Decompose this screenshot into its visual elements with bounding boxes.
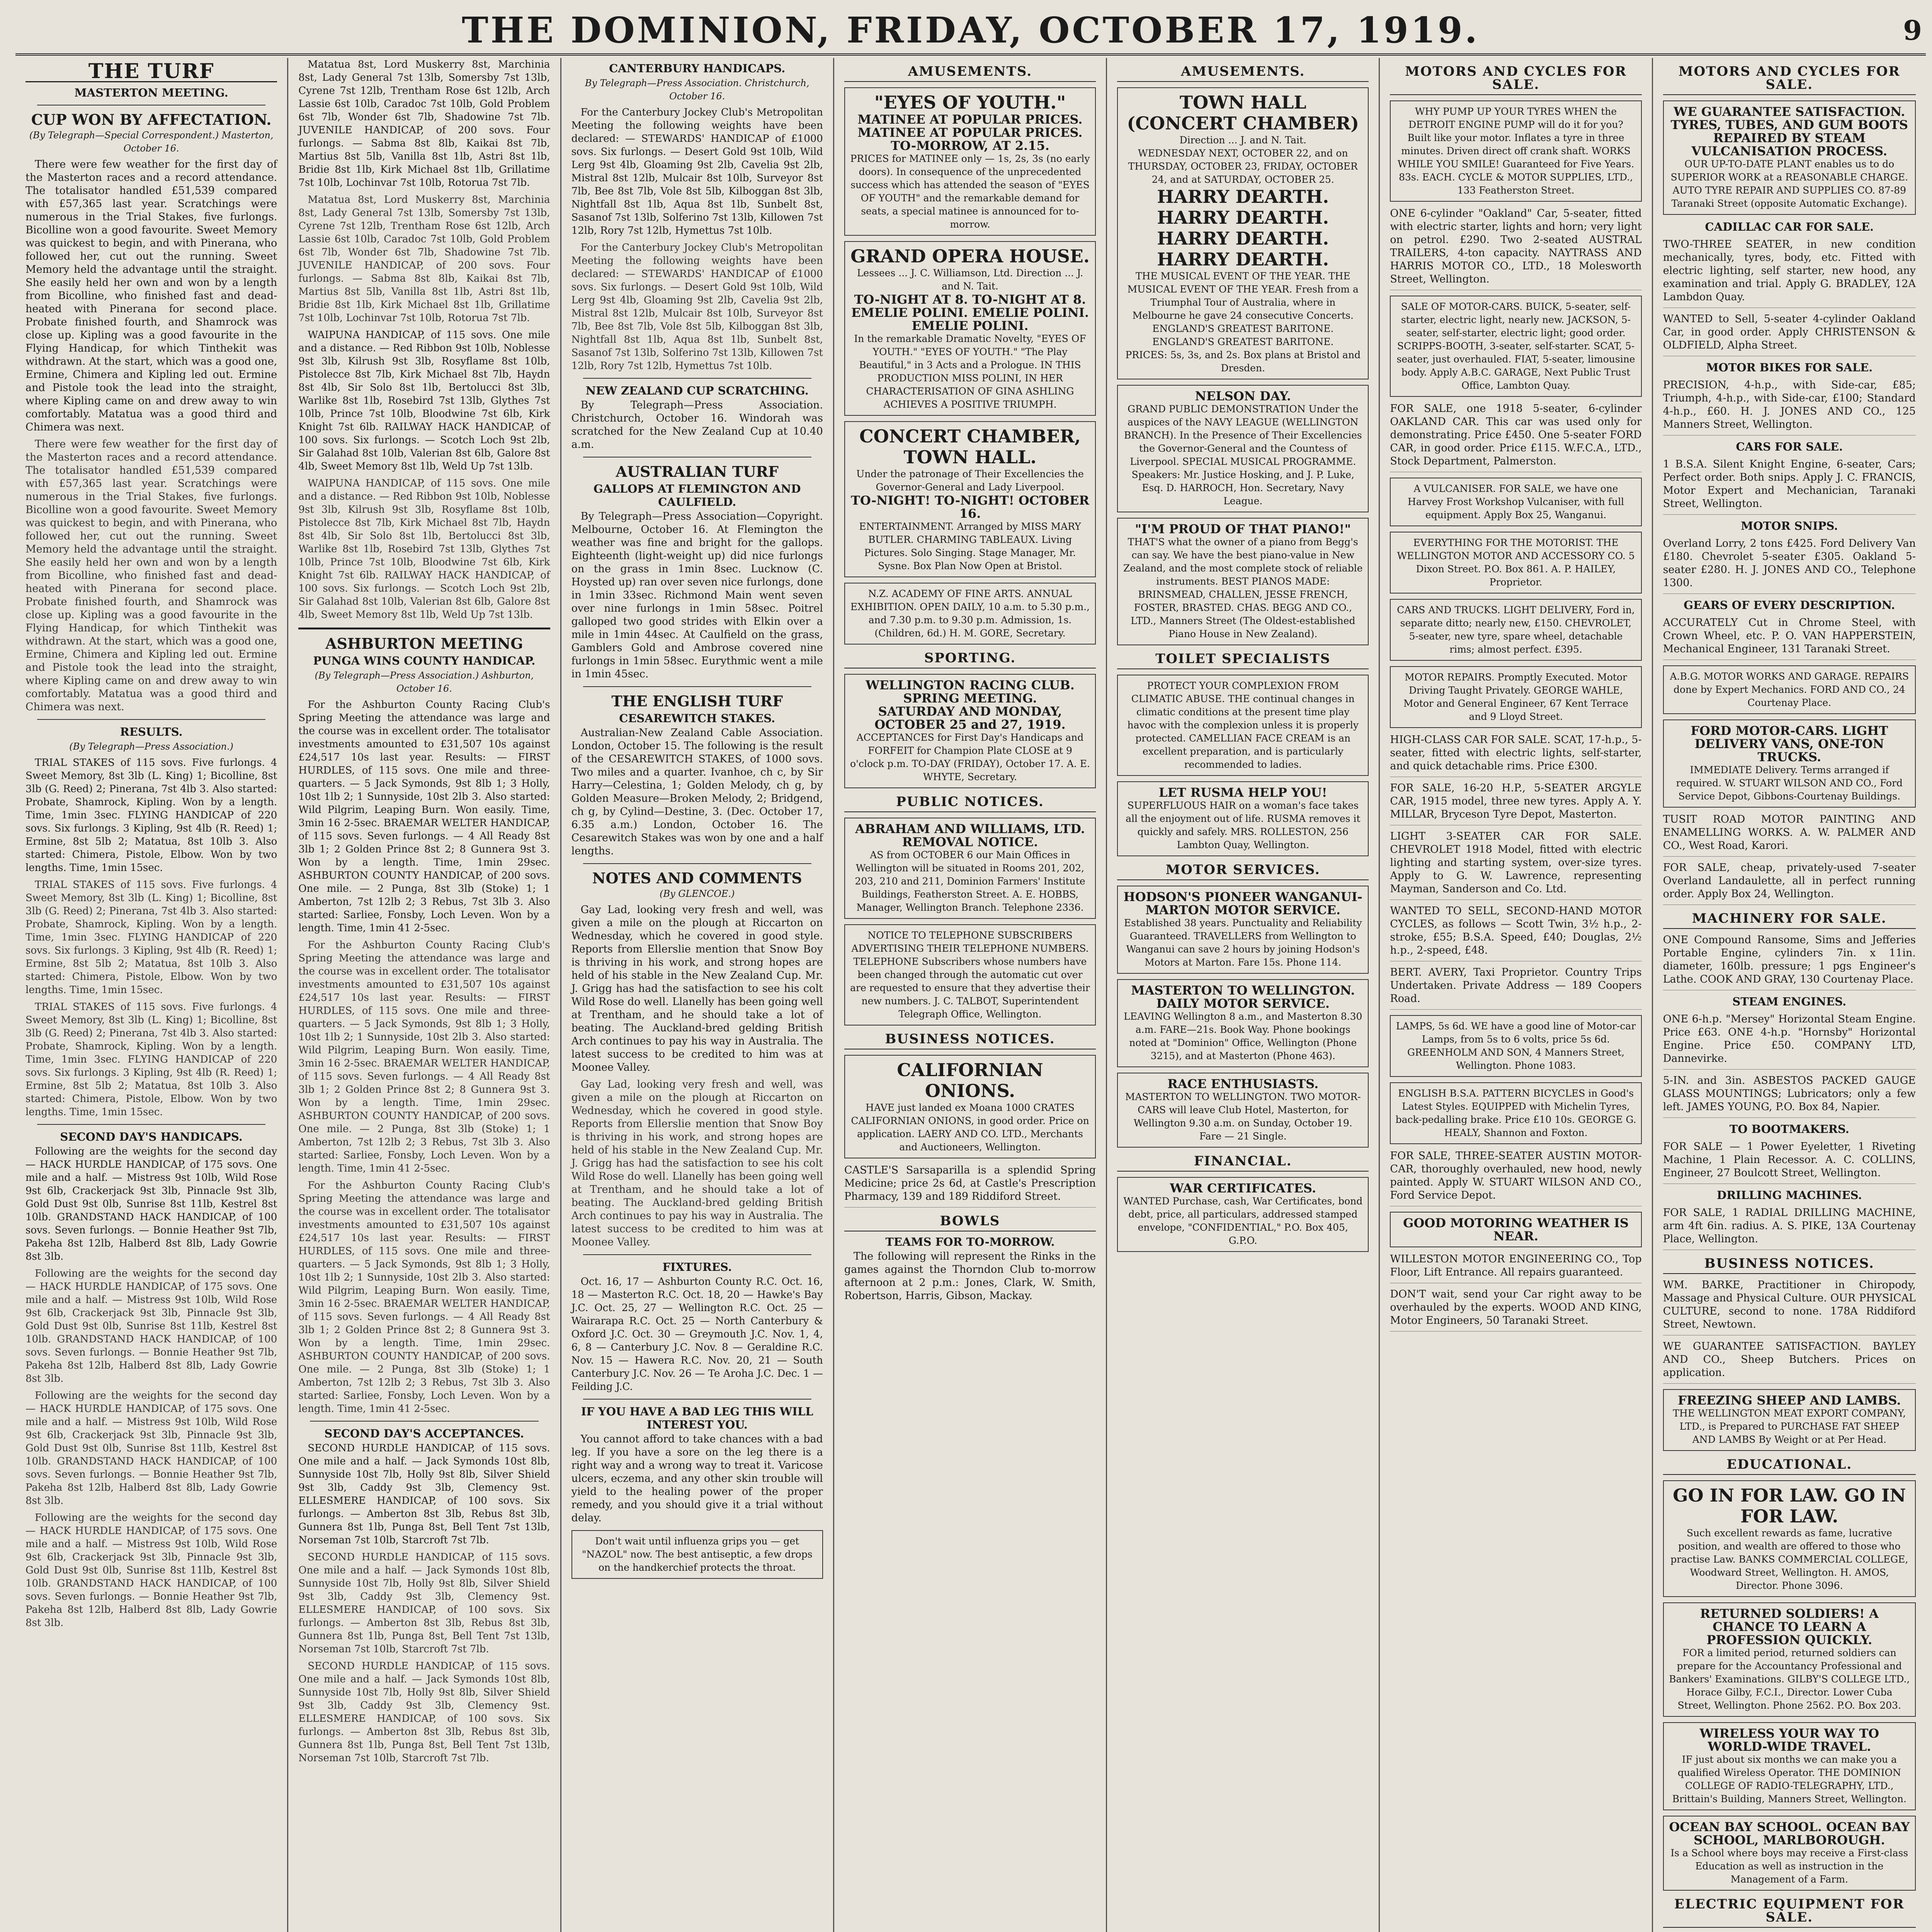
- machinery-heading: MACHINERY FOR SALE.: [1663, 912, 1916, 929]
- townhall-title: TOWN HALL (CONCERT CHAMBER): [1127, 92, 1359, 134]
- notes-body: Gay Lad, looking very fresh and well, was given a mile on the plough at Riccarton on Wednesday, which he covered in good style. Reports from Ellerslie mention that Snow Boy is thriving in his work, and strong hopes are held of his stable in the New Zealand Cup. Mr. J. Grigg has had the satisfaction to see his colt Wild Rose do well. Llanelly has been going well at Trentham, and he should take a lot of beating. The Auckland-bred gelding British Arch continues to pay his way in Australia. The latest success to be credited to him was at Moonee Valley.: [571, 904, 823, 1073]
- highclass-car-ad: [1390, 733, 1641, 777]
- concert-chamber-night: TO-NIGHT! TO-NIGHT! OCTOBER 16.: [851, 493, 1089, 521]
- english-turf-title: CESAREWITCH STAKES.: [619, 712, 776, 725]
- painting-works-text: TUSIT ROAD MOTOR PAINTING AND ENAMELLING WORKS. A. W. PALMER AND CO., West Road, Karori.: [1663, 813, 1916, 852]
- williston-ad: [1390, 1253, 1641, 1283]
- nazol-ad: [571, 1530, 823, 1579]
- electric-equipment-heading: ELECTRIC EQUIPMENT FOR SALE.: [1663, 1898, 1916, 1928]
- concert-chamber-entertainment: ENTERTAINMENT. Arranged by MISS MARY BUTLER. CHARMING TABLEAUX. Living Pictures. Solo Singing. Stage Manager, Mr. Sysne. Box Plan Now Open at Bristol.: [859, 521, 1081, 571]
- nelson-day-body: GRAND PUBLIC DEMONSTRATION Under the auspices of the NAVY LEAGUE (WELLINGTON BRANCH). In the Presence of Their Excellencies the Governor-General and the Countess of Liverpool. SPECIAL MUSICAL PROGRAMME. Speakers: Mr. Justice Hosking, and J. P. Luke, Esq. D. HARROCH, Hon. Secretary, Navy League.: [1124, 403, 1362, 507]
- results-byline: (By Telegraph—Press Association.): [69, 741, 233, 752]
- bsa-bicycles-text: ENGLISH B.S.A. PATTERN BICYCLES in Good's Latest Styles. EQUIPPED with Michelin Tyres, back-pedalling brake. Price £10 10s. GEORGE G. HEALY, Shannon and Foxton.: [1395, 1088, 1636, 1138]
- motoring-weather-ad: [1390, 1212, 1641, 1247]
- sarsaparilla-ad: [844, 1164, 1096, 1208]
- oakland-ad: [1390, 207, 1641, 290]
- canterbury-heading: CANTERBURY HANDICAPS.: [609, 62, 786, 75]
- column-5: [1107, 58, 1380, 1932]
- hodson-body: Established 38 years. Punctuality and Reliability Guaranteed. TRAVELLERS from Wellington to Wanganui can save 2 hours by joining Hodson's Motors at Marton. Fare 15s. Phone 114.: [1124, 917, 1362, 968]
- law-title: GO IN FOR LAW. GO IN FOR LAW.: [1673, 1485, 1906, 1527]
- columns: [15, 58, 1926, 1932]
- complexion-ad: [1117, 675, 1369, 776]
- cars-for-sale-heading: CARS FOR SALE.: [1736, 440, 1843, 453]
- drilling-heading: DRILLING MACHINES.: [1716, 1189, 1862, 1202]
- results-body-cont: TRIAL STAKES of 115 sovs. Five furlongs. 4 Sweet Memory, 8st 3lb (L. King) 1; Bicolline, 8st 3lb (G. Reed) 2; Pinerana, 7st 4lb 3. Also started: Probate, Shamrock, Kipling. Won by a length. Time, 1min 3sec. FLYING HANDICAP of 220 sovs. Six furlongs. 3 Kipling, 9st 4lb (R. Reed) 1; Ermine, 8st 5lb 2; Matatua, 8st 10lb 3. Also started: Chimera, Pistole, Elbow. Won by two lengths. Time, 1min 15sec.: [26, 879, 277, 996]
- ashburton-heading: ASHBURTON MEETING: [325, 635, 523, 652]
- harry-dearth-body: THE MUSICAL EVENT OF THE YEAR. THE MUSICAL EVENT OF THE YEAR. Fresh from a Triumphal Tour of Australia, where in Melbourne he gave 24 consecutive Concerts. ENGLAND'S GREATEST BARITONE. ENGLAND'S GREATEST BARITONE.: [1127, 270, 1359, 347]
- public-notices-heading: PUBLIC NOTICES.: [844, 795, 1096, 812]
- nelson-day-title: NELSON DAY.: [1195, 389, 1291, 403]
- second-accept-heading: SECOND DAY'S ACCEPTANCES.: [324, 1427, 524, 1440]
- amusements-heading-1: AMUSEMENTS.: [844, 65, 1096, 82]
- column-3: [561, 58, 834, 1932]
- oakland-text: ONE 6-cylinder "Oakland" Car, 5-seater, fitted with electric starter, lights and horn; very light on petrol. £290. Two 2-seated AUSTRAL TRAILERS, 4-ton capacity. NAYTRASS AND HARRIS MOTOR CO., LTD., 18 Molesworth Street, Wellington.: [1390, 207, 1642, 285]
- grand-opera-house-title: GRAND OPERA HOUSE.: [850, 246, 1090, 267]
- canterbury-byline: By Telegraph—Press Association. Christchurch, October 16.: [585, 78, 810, 102]
- masthead: [15, 7, 1926, 56]
- telephone-notice: [844, 924, 1096, 1026]
- tyre-repairs-body: OUR UP-TO-DATE PLANT enables us to do SUPERIOR WORK at a REASONABLE CHARGE. AUTO TYRE REPAIR AND SUPPLIES CO. 87-89 Taranaki Street (opposite Automatic Exchange).: [1670, 158, 1908, 209]
- hodson-title: HODSON'S PIONEER WANGANUI-MARTON MOTOR SERVICE.: [1123, 889, 1362, 917]
- war-certificates-body: WANTED Purchase, cash, War Certificates, bond debt, price, all particulars, addressed stamped envelope, "CONFIDENTIAL," P.O. Box 405, G.P.O.: [1123, 1196, 1363, 1246]
- bootmakers-text: FOR SALE — 1 Power Eyeletter, 1 Riveting Machine, 1 Plain Recessor. A. C. COLLINS, Engineer, 27 Boulcott Street, Wellington.: [1663, 1141, 1916, 1179]
- ocean-bay-title: OCEAN BAY SCHOOL. OCEAN BAY SCHOOL, MARLBOROUGH.: [1669, 1820, 1910, 1847]
- weights-body-1b: Matatua 8st, Lord Muskerry 8st, Marchinia 8st, Lady General 7st 13lb, Somersby 7st 13lb, Cyrene 7st 12lb, Trentham Rose 6st 12lb, Arch Lassie 6st 10lb, Caradoc 7st 10lb, Gold Problem 6st 7lb, Wonder 6st 7lb, Shadowine 7st 7lb. JUVENILE HANDICAP, of 200 sovs. Four furlongs. — Sabma 8st 8lb, Kaikai 8st 7lb, Martius 8st 5lb, Vanilla 8st 1lb, Astri 8st 1lb, Bridie 8st 1lb, Kirk Michael 8st 1lb, Grillatime 7st 10lb, Lochinvar 7st 10lb, Rotorua 7st 7lb.: [298, 194, 550, 324]
- everything-motorist-text: EVERYTHING FOR THE MOTORIST. THE WELLINGTON MOTOR AND ACCESSORY CO. 5 Dixon Street. P.O. Box 861. A. P. HAILEY, Proprietor.: [1397, 537, 1635, 588]
- motor-bikes-text: PRECISION, 4-h.p., with Side-car, £85; Triumph, 4-h.p., with Side-car, £100; Standard 4-h.p., £60. H. J. JONES AND CO., 125 Manners Street, Wellington.: [1663, 379, 1916, 430]
- gears-heading: GEARS OF EVERY DESCRIPTION.: [1684, 599, 1895, 612]
- wrc-dates: SATURDAY AND MONDAY, OCTOBER 25 and 27, 1919.: [874, 704, 1066, 732]
- masthead-title: THE DOMINION, FRIDAY, OCTOBER 17, 1919.: [462, 9, 1480, 51]
- rusma-body: SUPERFLUOUS HAIR on a woman's face takes all the enjoyment out of life. RUSMA removes it quickly and safely. MRS. ROLLESTON, 256 Lambton Quay, Wellington.: [1126, 800, 1361, 850]
- wellington-racing-ad: [844, 674, 1096, 788]
- argyle-car-text: FOR SALE, 16-20 H.P., 5-SEATER ARGYLE CAR, 1915 model, three new tyres. Apply A. Y. MILLAR, Bryceson Tyre Depot, Masterton.: [1390, 782, 1642, 820]
- bowls-heading: BOWLS: [844, 1214, 1096, 1231]
- law-body: Such excellent rewards as fame, lucrative position, and wealth are offered to those who practise Law. BANKS COMMERCIAL COLLEGE, Woodward Street, Wellington. H. AMOS, Director. Phone 3096.: [1670, 1527, 1908, 1591]
- butchers-text: WE GUARANTEE SATISFACTION. BAYLEY AND CO., Sheep Butchers. Prices on application.: [1663, 1340, 1916, 1379]
- concert-chamber-title: CONCERT CHAMBER, TOWN HALL.: [859, 426, 1081, 468]
- gears-ad: [1663, 616, 1916, 660]
- column-1: [15, 58, 288, 1932]
- detroit-pump-ad: [1390, 100, 1641, 202]
- concert-chamber-body: Under the patronage of Their Excellencies the Governor-General and Lady Liverpool.: [856, 468, 1084, 493]
- column-2: [288, 58, 561, 1932]
- bowls-body: The following will represent the Rinks in the games against the Thorndon Club to-morrow afternoon at 2 p.m.: Jones, Clark, W. Smith, Robertson, Harris, Gibson, Mackay.: [844, 1250, 1096, 1302]
- telephone-notice-text: NOTICE TO TELEPHONE SUBSCRIBERS ADVERTISING THEIR TELEPHONE NUMBERS. TELEPHONE Subscribers whose numbers have been changed through the automatic cut over are requested to ensure that they advertise their new numbers. J. C. TALBOT, Superintendent Telegraph Office, Wellington.: [850, 930, 1090, 1020]
- section-turf-heading: THE TURF: [26, 65, 277, 82]
- notes-body-cont: Gay Lad, looking very fresh and well, was given a mile on the plough at Riccarton on Wednesday, which he covered in good style. Reports from Ellerslie mention that Snow Boy is thriving in his work, and strong hopes are held of his stable in the New Zealand Cup. Mr. J. Grigg has had the satisfaction to see his colt Wild Rose do well. Llanelly has been going well at Trentham, and he should take a lot of beating. The Auckland-bred gelding British Arch continues to pay his way in Australia. The latest success to be credited to him was at Moonee Valley.: [571, 1078, 823, 1248]
- weights-body-1: Matatua 8st, Lord Muskerry 8st, Marchinia 8st, Lady General 7st 13lb, Somersby 7st 13lb, Cyrene 7st 12lb, Trentham Rose 6st 12lb, Arch Lassie 6st 10lb, Caradoc 7st 10lb, Gold Problem 6st 7lb, Wonder 6st 7lb, Shadowine 7st 7lb. JUVENILE HANDICAP, of 200 sovs. Four furlongs. — Sabma 8st 8lb, Kaikai 8st 7lb, Martius 8st 5lb, Vanilla 8st 1lb, Astri 8st 1lb, Bridie 8st 1lb, Kirk Michael 8st 1lb, Grillatime 7st 10lb, Lochinvar 7st 10lb, Rotorua 7st 7lb.: [298, 59, 550, 189]
- results-heading: RESULTS.: [120, 725, 183, 738]
- argyle-car-ad: [1390, 782, 1641, 825]
- sarsaparilla-text: CASTLE'S Sarsaparilla is a splendid Spring Medicine; price 2s 6d, at Castle's Prescription Pharmacy, 139 and 189 Riddiford Street.: [844, 1164, 1096, 1202]
- drilling-text: FOR SALE, 1 RADIAL DRILLING MACHINE, arm 4ft 6in. radius. A. S. PIKE, 13A Courtenay Place, Wellington.: [1663, 1207, 1916, 1245]
- christenson-ad: [1663, 313, 1916, 356]
- cup-story-byline: (By Telegraph—Special Correspondent.) Masterton, October 16.: [29, 130, 274, 154]
- cars-trucks-text: CARS AND TRUCKS. LIGHT DELIVERY, Ford in, separate ditto; nearly new, £150. CHEVROLET, 5-seater, new tyre, spare wheel, detachable rims; almost perfect. £395.: [1397, 604, 1635, 655]
- christenson-text: WANTED to Sell, 5-seater 4-cylinder Oakland Car, in good order. Apply CHRISTENSON & OLDFIELD, Alpha Street.: [1663, 313, 1916, 351]
- motor-snips-text: Overland Lorry, 2 tons £425. Ford Delivery Van £180. Chevrolet 5-seater £305. Oakland 5-seater £280. H. J. JONES AND CO., Telephone 1300.: [1663, 537, 1916, 589]
- motor-bikes-heading: MOTOR BIKES FOR SALE.: [1706, 361, 1873, 374]
- daily-motor-body: LEAVING Wellington 8 a.m., and Masterton 8.30 a.m. FARE—21s. Book Way. Phone bookings noted at "Dominion" Office, Wellington (Phone 3215), and at Masterton (Phone 463).: [1124, 1011, 1362, 1061]
- eyes-of-youth-body: PRICES for MATINEE only — 1s, 2s, 3s (no early doors). In consequence of the unprecedented success which has attended the season of "EYES OF YOUTH" and the remarkable demand for seats, a special matinee is announced for to-morrow.: [850, 153, 1090, 230]
- ocean-bay-ad: [1663, 1816, 1916, 1891]
- motors-cycles-heading-1: MOTORS AND CYCLES FOR SALE.: [1390, 65, 1641, 95]
- scratching-heading: NEW ZEALAND CUP SCRATCHING.: [585, 384, 809, 397]
- butchers-ad: [1663, 1340, 1916, 1384]
- amusements-heading-2: AMUSEMENTS.: [1117, 65, 1369, 82]
- second-day-body-cont-2: Following are the weights for the second day — HACK HURDLE HANDICAP, of 175 sovs. One mile and a half. — Mistress 9st 10lb, Wild Rose 9st 6lb, Crackerjack 9st 3lb, Pinnacle 9st 3lb, Gold Dust 9st 0lb, Sunrise 8st 11lb, Kestrel 8st 10lb. GRANDSTAND HACK HANDICAP, of 100 sovs. Seven furlongs. — Bonnie Heather 9st 7lb, Pakeha 8st 12lb, Halberd 8st 8lb, Lady Gowrie 8st 3lb.: [26, 1390, 277, 1507]
- cup-story-body: There were few weather for the first day of the Masterton races and a record attendance. The totalisator handled £51,539 compared with £57,365 last year. Scratchings were numerous in the Trial Stakes, five furlongs. Bicolline won a good favourite. Sweet Memory was quickest to begin, and with Pinerana, who followed her, cut out the running. Sweet Memory held the advantage until the straight. She easily held her own and won by a length from Bicolline, who finished fast and dead-heated with Pinerana for second place. Probate finished fourth, and Shamrock was close up. Kipling was a good favourite in the Flying Handicap, for which Tinthekit was withdrawn. At the start, which was a good one, Ermine, Chimera and Kipling led out. Ermine and Pistole took the lead into the straight, where Kipling came on and drew away to win comfortably. Matatua was a good third and Chimera was next.: [26, 158, 277, 433]
- second-accept-body-cont-2: SECOND HURDLE HANDICAP, of 115 sovs. One mile and a half. — Jack Symonds 10st 8lb, Sunnyside 10st 7lb, Holly 9st 8lb, Silver Shield 9st 3lb, Caddy 9st 3lb, Clemency 9st. ELLESMERE HANDICAP, of 100 sovs. Six furlongs. — Amberton 8st 3lb, Rebus 8st 3lb, Gunnera 8st 1lb, Punga 8st, Bell Tent 7st 13lb, Norseman 7st 10lb, Starcroft 7st 7lb.: [298, 1660, 550, 1764]
- everything-motorist-ad: [1390, 532, 1641, 594]
- grand-opera-house-lessees: Lessees ... J. C. Williamson, Ltd. Direction ... J. and N. Tait.: [857, 267, 1083, 292]
- cup-story-headline: CUP WON BY AFFECTATION.: [31, 111, 272, 128]
- bootmakers-heading: TO BOOTMAKERS.: [1729, 1122, 1849, 1136]
- chevrolet-ad: [1390, 830, 1641, 900]
- australian-turf-body: By Telegraph—Press Association—Copyright. Melbourne, October 16. At Flemington the weather was fine and bright for the gallops. Eighteenth (light-weight up) did nice furlongs on the grass in 1min 8sec. Lucknow (C. Hoysted up) ran over seven nice furlongs, done in 1min 33sec. Richmond Main went seven over nine furlongs in 1min 58sec. Poitrel galloped two good strides with Elkin over a mile in 1min 44sec. At Caulfield on the grass, Gamblers Gold and Ambrose covered nine furlongs in 1min 58sec. Eurythmic went a mile in 1min 45sec.: [571, 510, 823, 680]
- onions-ad: [844, 1055, 1096, 1158]
- ford-cars-body: IMMEDIATE Delivery. Terms arranged if required. W. STUART WILSON AND CO., Ford Service Depot, Gibbons-Courtenay Buildings.: [1676, 764, 1903, 802]
- bsa-bicycles-ad: [1390, 1082, 1641, 1144]
- steam-engines-heading: STEAM ENGINES.: [1732, 995, 1847, 1008]
- gauge-glass-ad: [1663, 1074, 1916, 1118]
- vulcaniser-text: A VULCANISER. FOR SALE, we have one Harvey Frost Workshop Vulcaniser, with full equipment. Apply Box 25, Wanganui.: [1408, 483, 1624, 520]
- rusma-title: LET RUSMA HELP YOU!: [1158, 785, 1327, 800]
- masterton-meeting-heading: MASTERTON MEETING.: [74, 86, 228, 99]
- notes-byline: (By GLENCOE.): [660, 888, 735, 899]
- harry-dearth-ad: [1117, 87, 1369, 379]
- complexion-body: PROTECT YOUR COMPLEXION FROM CLIMATIC ABUSE. THE continual changes in climatic conditions at the present time play havoc with the complexion unless it is properly protected. CAMELLIAN FACE CREAM is an excellent preparation, and is particularly recommended to ladies.: [1127, 680, 1359, 770]
- weights-body-2b: WAIPUNA HANDICAP, of 115 sovs. One mile and a distance. — Red Ribbon 9st 10lb, Noblesse 9st 3lb, Kilrush 9st 3lb, Rosyflame 8st 10lb, Pistolecce 8st 7lb, Kirk Michael 8st 7lb, Haydn 8st 4lb, Sir Solo 8st 1lb, Bertolucci 8st 3lb, Warlike 8st 1lb, Rosebird 7st 13lb, Glythes 7st 10lb, Prince 7st 10lb, Bloodwine 7st 6lb, Kirk Knight 7st 6lb. RAILWAY HACK HANDICAP, of 100 sovs. Six furlongs. — Scotch Loch 9st 2lb, Sir Galahad 8st 10lb, Valerian 8st 6lb, Galore 8st 4lb, Sweet Memory 8st 1lb, Weld Up 7st 13lb.: [298, 478, 550, 621]
- motorcycles-text: WANTED TO SELL, SECOND-HAND MOTOR CYCLES, as follows — Scott Twin, 3½ h.p., 2-stroke, £55; B.S.A. Speed, £40; Douglas, 2½ h.p., 2-speed, £48.: [1390, 905, 1642, 956]
- emelie-polini-banner: EMELIE POLINI. EMELIE POLINI. EMELIE POLINI.: [851, 305, 1089, 333]
- harry-dearth-banner: HARRY DEARTH. HARRY DEARTH. HARRY DEARTH. HARRY DEARTH.: [1157, 186, 1329, 270]
- returned-soldiers-body: FOR a limited period, returned soldiers can prepare for the Accountancy Professional and Bankers' Examinations. GILBY'S COLLEGE LTD., Horace Gilby, F.C.I., Director. Lower Cuba Street, Wellington. Phone 2562. P.O. Box 203.: [1669, 1647, 1910, 1711]
- oakland-1918-text: FOR SALE, one 1918 5-seater, 6-cylinder OAKLAND CAR. This car was used only for demonstrating. Price £450. One 5-seater FORD CAR, in good order. Price £115. W.F.C.A., LTD., Stock Department, Palmerston.: [1390, 403, 1642, 467]
- scratching-body: By Telegraph—Press Association. Christchurch, October 16. Windorah was scratched for the New Zealand Cup at 10.40 a.m.: [571, 399, 823, 451]
- eyes-of-youth-subtitle: MATINEE AT POPULAR PRICES. MATINEE AT POPULAR PRICES. TO-MORROW, AT 2.15.: [857, 112, 1083, 153]
- financial-heading: FINANCIAL.: [1117, 1155, 1369, 1172]
- cup-story-body-cont: There were few weather for the first day of the Masterton races and a record attendance. The totalisator handled £51,539 compared with £57,365 last year. Scratchings were numerous in the Trial Stakes, five furlongs. Bicolline won a good favourite. Sweet Memory was quickest to begin, and with Pinerana, who followed her, cut out the running. Sweet Memory held the advantage until the straight. She easily held her own and won by a length from Bicolline, who finished fast and dead-heated with Pinerana for second place. Probate finished fourth, and Shamrock was close up. Kipling was a good favourite in the Flying Handicap, for which Tinthekit was withdrawn. At the start, which was a good one, Ermine, Chimera and Kipling led out. Ermine and Pistole took the lead into the straight, where Kipling came on and drew away to win comfortably. Matatua was a good third and Chimera was next.: [26, 438, 277, 713]
- austin-car-text: FOR SALE, THREE-SEATER AUSTIN MOTOR-CAR, thoroughly overhauled, new hood, newly painted. Apply W. STUART WILSON AND CO., Ford Service Depot.: [1390, 1150, 1642, 1201]
- educational-heading: EDUCATIONAL.: [1663, 1458, 1916, 1475]
- cadillac-ad: [1663, 238, 1916, 308]
- grand-opera-house-nights: TO-NIGHT AT 8. TO-NIGHT AT 8.: [854, 292, 1086, 307]
- cars-trucks-ad: [1390, 599, 1641, 661]
- returned-soldiers-ad: [1663, 1602, 1916, 1717]
- sporting-heading: SPORTING.: [844, 651, 1096, 668]
- detroit-pump-text: WHY PUMP UP YOUR TYRES WHEN the DETROIT ENGINE PUMP will do it for you? Built like your motor. Inflates a tyre in three minutes. Driven direct off crank shaft. WORKS WHILE YOU SMILE! Guaranteed for Five Years. 83s. EACH. CYCLE & MOTOR SUPPLIES, LTD., 133 Featherston Street.: [1397, 106, 1634, 196]
- bad-legs-body: You cannot afford to take chances with a bad leg. If you have a sore on the leg there is a right way and a wrong way to treat it. Varicose ulcers, eczema, and any other skin trouble will yield to the healing power of the proper remedy, and you should give it a trial without delay.: [571, 1433, 823, 1524]
- concert-chamber-ad: [844, 421, 1096, 577]
- motor-snips-heading: MOTOR SNIPS.: [1741, 519, 1838, 532]
- overland-text: FOR SALE, cheap, privately-used 7-seater Overland Landaulette, all in perfect running order. Apply Box 24, Wellington.: [1663, 862, 1916, 900]
- highclass-car-text: HIGH-CLASS CAR FOR SALE. SCAT, 17-h.p., 5-seater, fitted with electric lights, self-starter, and quick detachable rims. Price £300.: [1390, 734, 1642, 772]
- race-enthusiasts-ad: [1117, 1073, 1369, 1148]
- chiropody-ad: [1663, 1279, 1916, 1335]
- nazol-ad-text: Don't wait until influenza grips you — get "NAZOL" now. The best antiseptic, a few drops on the handkerchief protects the throat.: [582, 1536, 813, 1573]
- wrc-title: WELLINGTON RACING CLUB.: [866, 678, 1075, 692]
- wood-king-text: DON'T wait, send your Car right away to be overhauled by the experts. WOOD AND KING, Motor Engineers, 50 Taranaki Street.: [1390, 1288, 1642, 1327]
- motor-cars-sale-ad: [1390, 296, 1641, 397]
- meat-export-body: THE WELLINGTON MEAT EXPORT COMPANY, LTD., is Prepared to PURCHASE FAT SHEEP AND LAMBS By Weight or at Per Head.: [1673, 1408, 1906, 1445]
- column-6: [1380, 58, 1653, 1932]
- ashburton-title: PUNGA WINS COUNTY HANDICAP.: [313, 654, 536, 667]
- ashburton-body-cont: For the Ashburton County Racing Club's Spring Meeting the attendance was large and the course was in excellent order. The totalisator investments amounted to £31,507 10s against £24,517 10s last year. Results: — FIRST HURDLES, of 115 sovs. One mile and three-quarters. — 5 Jack Symonds, 9st 8lb 1; 3 Holly, 10st 1lb 2; 1 Sunnyside, 10st 2lb 3. Also started: Wild Pilgrim, Leaping Burn. Won easily. Time, 3min 16 2-5sec. BRAEMAR WELTER HANDICAP, of 115 sovs. Seven furlongs. — 4 All Ready 8st 3lb 1; 2 Golden Prince 8st 2; 8 Gunnera 9st 3. Won by a length. Time, 1min 29sec. ASHBURTON COUNTY HANDICAP, of 200 sovs. One mile. — 2 Punga, 8st 3lb (Stoke) 1; 1 Amberton, 7st 12lb 2; 3 Rebus, 7st 3lb 3. Also started: Sarliee, Fonsby, Loch Leven. Won by a length. Time, 1min 41 2-5sec.: [298, 939, 550, 1174]
- rusma-ad: [1117, 781, 1369, 856]
- machinery-text: ONE Compound Ransome, Sims and Jefferies Portable Engine, cylinders 7in. x 11in. diameter, 160lb. pressure; 1 pgs Engineer's Lathe. COOK AND GRAY, 130 Courtenay Place.: [1663, 934, 1916, 985]
- australian-turf-heading: AUSTRALIAN TURF: [616, 463, 779, 480]
- motor-repairs-ad: [1390, 666, 1641, 728]
- taxi-text: BERT. AVERY, Taxi Proprietor. Country Trips Undertaken. Private Address — 189 Coopers Road.: [1390, 966, 1642, 1005]
- motorcycles-ad: [1390, 905, 1641, 961]
- academy-text: N.Z. ACADEMY OF FINE ARTS. ANNUAL EXHIBITION. OPEN DAILY, 10 a.m. to 5.30 p.m., and 7.30 p.m. to 9.30 p.m. Admission, 1s. (Children, 6d.) H. M. GORE, Secretary.: [850, 588, 1090, 639]
- gears-text: ACCURATELY Cut in Chrome Steel, with Crown Wheel, etc. P. O. VAN HAPPERSTEIN, Mechanical Engineer, 131 Taranaki Street.: [1663, 617, 1916, 655]
- notes-heading: NOTES AND COMMENTS: [592, 869, 802, 887]
- column-7: [1653, 58, 1926, 1932]
- motor-repairs-text: MOTOR REPAIRS. Promptly Executed. Motor Driving Taught Privately. GEORGE WAHLE, Motor and General Engineer, 67 Kent Terrace and 9 Lloyd Street.: [1403, 672, 1629, 722]
- ashburton-body-cont-2: For the Ashburton County Racing Club's Spring Meeting the attendance was large and the course was in excellent order. The totalisator investments amounted to £31,507 10s against £24,517 10s last year. Results: — FIRST HURDLES, of 115 sovs. One mile and three-quarters. — 5 Jack Symonds, 9st 8lb 1; 3 Holly, 10st 1lb 2; 1 Sunnyside, 10st 2lb 3. Also started: Wild Pilgrim, Leaping Burn. Won easily. Time, 3min 16 2-5sec. BRAEMAR WELTER HANDICAP, of 115 sovs. Seven furlongs. — 4 All Ready 8st 3lb 1; 2 Golden Prince 8st 2; 8 Gunnera 9st 3. Won by a length. Time, 1min 29sec. ASHBURTON COUNTY HANDICAP, of 200 sovs. One mile. — 2 Punga, 8st 3lb (Stoke) 1; 1 Amberton, 7st 12lb 2; 3 Rebus, 7st 3lb 3. Also started: Sarliee, Fonsby, Loch Leven. Won by a length. Time, 1min 41 2-5sec.: [298, 1180, 550, 1415]
- onions-body: HAVE just landed ex Moana 1000 CRATES CALIFORNIAN ONIONS, in good order. Price on application. LAERY AND CO. LTD., Merchants and Auctioneers, Wellington.: [851, 1102, 1089, 1153]
- ford-cars-ad: [1663, 719, 1916, 808]
- onions-title: CALIFORNIAN ONIONS.: [897, 1060, 1043, 1101]
- australian-turf-title: GALLOPS AT FLEMINGTON AND CAULFIELD.: [594, 482, 801, 509]
- piano-body: THAT'S what the owner of a piano from Begg's can say. We have the best piano-value in New Zealand, and the most complete stock of reliable instruments. BEST PIANOS MADE: BRINSMEAD, CHALLEN, JESSE FRENCH, FOSTER, BRASTED. CHAS. BEGG AND CO., LTD., Manners Street (The Oldest-established Piano House in New Zealand).: [1123, 536, 1363, 639]
- motors-cycles-heading-2: MOTORS AND CYCLES FOR SALE.: [1663, 65, 1916, 95]
- tyre-repairs-ad: [1663, 100, 1916, 215]
- second-day-heading: SECOND DAY'S HANDICAPS.: [60, 1130, 243, 1143]
- oakland-1918-ad: [1390, 402, 1641, 472]
- english-turf-heading: THE ENGLISH TURF: [611, 692, 783, 710]
- second-accept-body: SECOND HURDLE HANDICAP, of 115 sovs. One mile and a half. — Jack Symonds 10st 8lb, Sunnyside 10st 7lb, Holly 9st 8lb, Silver Shield 9st 3lb, Caddy 9st 3lb, Clemency 9st. ELLESMERE HANDICAP, of 100 sovs. Six furlongs. — Amberton 8st 3lb, Rebus 8st 3lb, Gunnera 8st 1lb, Punga 8st, Bell Tent 7st 13lb, Norseman 7st 10lb, Starcroft 7st 7lb.: [298, 1442, 550, 1546]
- law-ad: [1663, 1480, 1916, 1597]
- toilet-specialists-heading: TOILET SPECIALISTS: [1117, 652, 1369, 669]
- war-certificates-ad: [1117, 1177, 1369, 1252]
- piano-title: "I'M PROUD OF THAT PIANO!": [1135, 522, 1351, 536]
- austin-car-ad: [1390, 1150, 1641, 1206]
- fixtures-heading: FIXTURES.: [662, 1260, 732, 1274]
- abg-motor-works-ad: [1663, 665, 1916, 714]
- lamps-text: LAMPS, 5s 6d. WE have a good line of Motor-car Lamps, from 5s to 6 volts, price 5s 6d. GREENHOLM AND SON, 4 Manners Street, Wellington. Phone 1083.: [1396, 1020, 1636, 1071]
- abraham-williams-title: ABRAHAM AND WILLIAMS, LTD.: [855, 821, 1085, 836]
- chevrolet-text: LIGHT 3-SEATER CAR FOR SALE. CHEVROLET 1918 Model, fitted with electric lighting and starting system, over-size tyres. Apply to G. W. Lawrence, representing Mayman, Sanderson and Co. Ltd.: [1390, 830, 1642, 895]
- motor-bikes-ad: [1663, 379, 1916, 435]
- tyre-repairs-title: WE GUARANTEE SATISFACTION. TYRES, TUBES, AND GUM BOOTS REPAIRED BY STEAM VULCANISATION PROCESS.: [1670, 104, 1908, 158]
- vulcaniser-ad: [1390, 478, 1641, 526]
- taxi-ad: [1390, 966, 1641, 1010]
- weights-body-2: WAIPUNA HANDICAP, of 115 sovs. One mile and a distance. — Red Ribbon 9st 10lb, Noblesse 9st 3lb, Kilrush 9st 3lb, Rosyflame 8st 10lb, Pistolecce 8st 7lb, Kirk Michael 8st 7lb, Haydn 8st 4lb, Sir Solo 8st 1lb, Bertolucci 8st 3lb, Warlike 8st 1lb, Rosebird 7st 13lb, Glythes 7st 10lb, Prince 7st 10lb, Bloodwine 7st 6lb, Kirk Knight 7st 6lb. RAILWAY HACK HANDICAP, of 100 sovs. Six furlongs. — Scotch Loch 9st 2lb, Sir Galahad 8st 10lb, Valerian 8st 6lb, Galore 8st 4lb, Sweet Memory 8st 1lb, Weld Up 7st 13lb.: [298, 329, 550, 472]
- steam-engines-ad: [1663, 1013, 1916, 1070]
- meat-export-title: FREEZING SHEEP AND LAMBS.: [1678, 1393, 1901, 1408]
- motor-services-heading: MOTOR SERVICES.: [1117, 863, 1369, 880]
- harry-dearth-prices: PRICES: 5s, 3s, and 2s. Box plans at Bristol and Dresden.: [1125, 349, 1361, 374]
- canterbury-body-cont: For the Canterbury Jockey Club's Metropolitan Meeting the following weights have been declared: — STEWARDS' HANDICAP of £1000 sovs. Six furlongs. — Desert Gold 9st 10lb, Wild Lerg 9st 4lb, Gloaming 9st 2lb, Cavelia 9st 2lb, Mistral 8st 12lb, Mulcair 8st 10lb, Surveyor 8st 7lb, Bee 8st 7lb, Vole 8st 5lb, Kilboggan 8st 3lb, Nightfall 8st 1lb, Aqua 8st 1lb, Sunbelt 8st, Sasanof 7st 13lb, Solferino 7st 13lb, Killowen 7st 12lb, Rory 7st 12lb, Hymettus 7st 10lb.: [571, 242, 823, 372]
- motor-snips-ad: [1663, 537, 1916, 594]
- business-notices-heading-2: BUSINESS NOTICES.: [1663, 1257, 1916, 1274]
- steam-engines-text: ONE 6-h.p. "Mersey" Horizontal Steam Engine. Price £63. ONE 4-h.p. "Hornsby" Horizontal Engine. Price £50. COMPANY LTD, Dannevirke.: [1663, 1013, 1916, 1065]
- ashburton-body: For the Ashburton County Racing Club's Spring Meeting the attendance was large and the course was in excellent order. The totalisator investments amounted to £31,507 10s against £24,517 10s last year. Results: — FIRST HURDLES, of 115 sovs. One mile and three-quarters. — 5 Jack Symonds, 9st 8lb 1; 3 Holly, 10st 1lb 2; 1 Sunnyside, 10st 2lb 3. Also started: Wild Pilgrim, Leaping Burn. Won easily. Time, 3min 16 2-5sec. BRAEMAR WELTER HANDICAP, of 115 sovs. Seven furlongs. — 4 All Ready 8st 3lb 1; 2 Golden Prince 8st 2; 8 Gunnera 9st 3. Won by a length. Time, 1min 29sec. ASHBURTON COUNTY HANDICAP, of 200 sovs. One mile. — 2 Punga, 8st 3lb (Stoke) 1; 1 Amberton, 7st 12lb 2; 3 Rebus, 7st 3lb 3. Also started: Sarliee, Fonsby, Loch Leven. Won by a length. Time, 1min 41 2-5sec.: [298, 699, 550, 934]
- canterbury-body: For the Canterbury Jockey Club's Metropolitan Meeting the following weights have been declared: — STEWARDS' HANDICAP of £1000 sovs. Six furlongs. — Desert Gold 9st 10lb, Wild Lerg 9st 4lb, Gloaming 9st 2lb, Cavelia 9st 2lb, Mistral 8st 12lb, Mulcair 8st 10lb, Surveyor 8st 7lb, Bee 8st 7lb, Vole 8st 5lb, Kilboggan 8st 3lb, Nightfall 8st 1lb, Aqua 8st 1lb, Sunbelt 8st, Sasanof 7st 13lb, Solferino 7st 13lb, Killowen 7st 12lb, Rory 7st 12lb, Hymettus 7st 10lb.: [571, 107, 823, 236]
- townhall-dates: WEDNESDAY NEXT, OCTOBER 22, and on THURSDAY, OCTOBER 23, FRIDAY, OCTOBER 24, and at SATURDAY, OCTOBER 25.: [1128, 148, 1358, 185]
- ocean-bay-body: Is a School where boys may receive a First-class Education as well as instruction in the Management of a Farm.: [1670, 1847, 1908, 1885]
- war-certificates-title: WAR CERTIFICATES.: [1170, 1181, 1316, 1196]
- removal-notice-title: REMOVAL NOTICE.: [902, 835, 1038, 849]
- column-4: [834, 58, 1107, 1932]
- business-notices-heading: BUSINESS NOTICES.: [844, 1032, 1096, 1049]
- cars-for-sale-ad: [1663, 458, 1916, 515]
- townhall-direction: Direction ... J. and N. Tait.: [1179, 134, 1306, 146]
- williston-text: WILLESTON MOTOR ENGINEERING CO., Top Floor, Lift Entrance. All repairs guaranteed.: [1390, 1253, 1642, 1278]
- wrc-body: ACCEPTANCES for First Day's Handicaps and FORFEIT for Champion Plate CLOSE at 9 o'clock p.m. TO-DAY (FRIDAY), October 17. A. E. WHYTE, Secretary.: [850, 732, 1090, 782]
- returned-soldiers-title: RETURNED SOLDIERS! A CHANCE TO LEARN A PROFESSION QUICKLY.: [1700, 1606, 1879, 1647]
- cadillac-text: TWO-THREE SEATER, in new condition mechanically, tyres, body, etc. Fitted with electric lighting, self starter, new hood, any examination and trial. Apply G. BRADLEY, 12A Lambdon Quay.: [1663, 238, 1916, 303]
- race-enthusiasts-title: RACE ENTHUSIASTS.: [1167, 1077, 1319, 1091]
- gauge-glass-text: 5-IN. and 3in. ASBESTOS PACKED GAUGE GLASS MOUNTINGS; Lubricators; only a few left. JAMES YOUNG, P.O. Box 84, Napier.: [1663, 1075, 1916, 1113]
- eyes-of-youth-title: "EYES OF YOUTH.": [874, 92, 1066, 113]
- grand-opera-house-ad: [844, 241, 1096, 416]
- removal-notice-body: AS from OCTOBER 6 our Main Offices in Wellington will be situated in Rooms 201, 202, 203, 210 and 211, Dominion Farmers' Institute Buildings, Featherston Street. A. E. HOBBS, Manager, Wellington Branch. Telephone 2336.: [855, 849, 1085, 913]
- drilling-ad: [1663, 1206, 1916, 1250]
- hodson-ad: [1117, 886, 1369, 974]
- daily-motor-title: MASTERTON TO WELLINGTON. DAILY MOTOR SERVICE.: [1131, 983, 1355, 1011]
- daily-motor-ad: [1117, 979, 1369, 1067]
- wireless-ad: [1663, 1722, 1916, 1810]
- meat-export-ad: [1663, 1389, 1916, 1451]
- painting-works-ad: [1663, 813, 1916, 857]
- page-number: 9: [1903, 14, 1922, 46]
- wireless-body: IF just about six months we can make you a qualified Wireless Operator. THE DOMINION COLLEGE OF RADIO-TELEGRAPHY, LTD., Brittain's Building, Manners Street, Wellington.: [1672, 1754, 1906, 1804]
- cars-for-sale-text: 1 B.S.A. Silent Knight Engine, 6-seater, Cars; Perfect order. Both snips. Apply J. C. FRANCIS, Motor Expert and Mechanician, Taranaki Street, Wellington.: [1663, 458, 1916, 510]
- bowls-subheading: TEAMS FOR TO-MORROW.: [885, 1235, 1055, 1248]
- ashburton-byline: (By Telegraph—Press Association.) Ashburton, October 16.: [315, 670, 534, 694]
- lamps-ad: [1390, 1015, 1641, 1077]
- bad-legs-heading: IF YOU HAVE A BAD LEG THIS WILL INTEREST YOU.: [581, 1405, 813, 1431]
- abraham-williams-ad: [844, 818, 1096, 919]
- race-enthusiasts-body: MASTERTON TO WELLINGTON. TWO MOTOR-CARS will leave Club Hotel, Masterton, for Wellington 9.30 a.m. on Sunday, October 19. Fare — 21 Single.: [1125, 1091, 1361, 1142]
- second-day-body: Following are the weights for the second day — HACK HURDLE HANDICAP, of 175 sovs. One mile and a half. — Mistress 9st 10lb, Wild Rose 9st 6lb, Crackerjack 9st 3lb, Pinnacle 9st 3lb, Gold Dust 9st 0lb, Sunrise 8st 11lb, Kestrel 8st 10lb. GRANDSTAND HACK HANDICAP, of 100 sovs. Seven furlongs. — Bonnie Heather 9st 7lb, Pakeha 8st 12lb, Halberd 8st 8lb, Lady Gowrie 8st 3lb.: [26, 1146, 277, 1262]
- motoring-weather-text: GOOD MOTORING WEATHER IS NEAR.: [1403, 1216, 1629, 1243]
- second-day-body-cont-3: Following are the weights for the second day — HACK HURDLE HANDICAP, of 175 sovs. One mile and a half. — Mistress 9st 10lb, Wild Rose 9st 6lb, Crackerjack 9st 3lb, Pinnacle 9st 3lb, Gold Dust 9st 0lb, Sunrise 8st 11lb, Kestrel 8st 10lb. GRANDSTAND HACK HANDICAP, of 100 sovs. Seven furlongs. — Bonnie Heather 9st 7lb, Pakeha 8st 12lb, Halberd 8st 8lb, Lady Gowrie 8st 3lb.: [26, 1512, 277, 1629]
- academy-ad: [844, 583, 1096, 645]
- wood-king-ad: [1390, 1288, 1641, 1332]
- eyes-of-youth-ad: [844, 87, 1096, 236]
- chiropody-text: WM. BARKE, Practitioner in Chiropody, Massage and Physical Culture. OUR PHYSICAL CULTURE, second to none. 178A Riddiford Street, Newtown.: [1663, 1279, 1916, 1330]
- results-body-cont-2: TRIAL STAKES of 115 sovs. Five furlongs. 4 Sweet Memory, 8st 3lb (L. King) 1; Bicolline, 8st 3lb (G. Reed) 2; Pinerana, 7st 4lb 3. Also started: Probate, Shamrock, Kipling. Won by a length. Time, 1min 3sec. FLYING HANDICAP of 220 sovs. Six furlongs. 3 Kipling, 9st 4lb (R. Reed) 1; Ermine, 8st 5lb 2; Matatua, 8st 10lb 3. Also started: Chimera, Pistole, Elbow. Won by two lengths. Time, 1min 15sec.: [26, 1001, 277, 1118]
- results-body: TRIAL STAKES of 115 sovs. Five furlongs. 4 Sweet Memory, 8st 3lb (L. King) 1; Bicolline, 8st 3lb (G. Reed) 2; Pinerana, 7st 4lb 3. Also started: Probate, Shamrock, Kipling. Won by a length. Time, 1min 3sec. FLYING HANDICAP of 220 sovs. Six furlongs. 3 Kipling, 9st 4lb (R. Reed) 1; Ermine, 8st 5lb 2; Matatua, 8st 10lb 3. Also started: Chimera, Pistole, Elbow. Won by two lengths. Time, 1min 15sec.: [26, 757, 277, 874]
- emelie-polini-body: In the remarkable Dramatic Novelty, "EYES OF YOUTH." "EYES OF YOUTH." "The Play Beautiful," in 3 Acts and a Prologue. IN THIS PRODUCTION MISS POLINI, IN HER CHARACTERISATION OF GINA ASHLING ACHIEVES A POSITIVE TRIUMPH.: [854, 333, 1086, 410]
- piano-ad: [1117, 518, 1369, 645]
- motor-cars-sale-text: SALE OF MOTOR-CARS. BUICK, 5-seater, self-starter, electric light, nearly new. JACKSON, 5-seater, self-starter, electric light; good order. SCRIPPS-BOOTH, 3-seater, self-starter. SCAT, 5-seater, just overhauled. FIAT, 5-seater, limousine body. Apply A.B.C. GARAGE, Next Public Trust Office, Lambton Quay.: [1396, 301, 1635, 391]
- second-accept-body-cont: SECOND HURDLE HANDICAP, of 115 sovs. One mile and a half. — Jack Symonds 10st 8lb, Sunnyside 10st 7lb, Holly 9st 8lb, Silver Shield 9st 3lb, Caddy 9st 3lb, Clemency 9st. ELLESMERE HANDICAP, of 100 sovs. Six furlongs. — Amberton 8st 3lb, Rebus 8st 3lb, Gunnera 8st 1lb, Punga 8st, Bell Tent 7st 13lb, Norseman 7st 10lb, Starcroft 7st 7lb.: [298, 1551, 550, 1655]
- wrc-subtitle: SPRING MEETING.: [903, 691, 1037, 706]
- wireless-title: WIRELESS YOUR WAY TO WORLD-WIDE TRAVEL.: [1699, 1726, 1879, 1754]
- second-day-body-cont: Following are the weights for the second day — HACK HURDLE HANDICAP, of 175 sovs. One mile and a half. — Mistress 9st 10lb, Wild Rose 9st 6lb, Crackerjack 9st 3lb, Pinnacle 9st 3lb, Gold Dust 9st 0lb, Sunrise 8st 11lb, Kestrel 8st 10lb. GRANDSTAND HACK HANDICAP, of 100 sovs. Seven furlongs. — Bonnie Heather 9st 7lb, Pakeha 8st 12lb, Halberd 8st 8lb, Lady Gowrie 8st 3lb.: [26, 1268, 277, 1384]
- ford-cars-title: FORD MOTOR-CARS. LIGHT DELIVERY VANS, ONE-TON TRUCKS.: [1690, 723, 1888, 764]
- nelson-day-ad: [1117, 385, 1369, 512]
- machinery-ad: [1663, 934, 1916, 990]
- english-turf-body: Australian-New Zealand Cable Association. London, October 15. The following is the result of the CESAREWITCH STAKES, of 1000 sovs. Two miles and a quarter. Ivanhoe, ch c, by Sir Harry—Celestina, 1; Golden Melody, ch g, by Golden Measure—Broken Melody, 2; Bridgend, ch g, by Cylind—Destine, 3. (Dec. October 17, 6.35 a.m.) London, October 16. The Cesarewitch Stakes was won by one and a half lengths.: [571, 727, 823, 857]
- bootmakers-ad: [1663, 1140, 1916, 1184]
- overland-ad: [1663, 861, 1916, 905]
- fixtures-body: Oct. 16, 17 — Ashburton County R.C. Oct. 16, 18 — Masterton R.C. Oct. 18, 20 — Hawke's Bay J.C. Oct. 25, 27 — Wellington R.C. Oct. 25 — Wairarapa R.C. Oct. 25 — North Canterbury & Oxford J.C. Oct. 30 — Greymouth J.C. Nov. 1, 4, 6, 8 — Canterbury J.C. Nov. 8 — Geraldine R.C. Nov. 15 — Hawera R.C. Nov. 20, 21 — South Canterbury J.C. Nov. 26 — Te Aroha J.C. Dec. 1 — Feilding J.C.: [571, 1276, 823, 1393]
- cadillac-heading: CADILLAC CAR FOR SALE.: [1705, 220, 1874, 233]
- abg-motor-works-text: A.B.G. MOTOR WORKS AND GARAGE. REPAIRS done by Expert Mechanics. FORD AND CO., 24 Courtenay Place.: [1670, 671, 1909, 708]
